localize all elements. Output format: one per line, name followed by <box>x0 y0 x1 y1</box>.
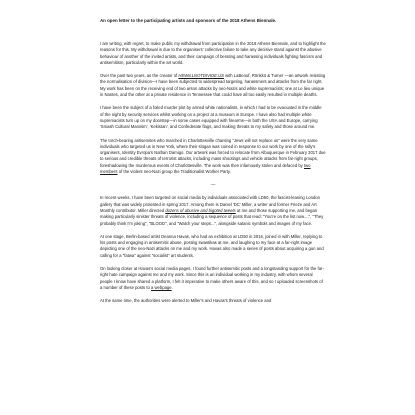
paragraph-text: On looking closer at Havas's social media pages, I found further antisemitic posts and a longstanding support for the far-right hate campaign against me and my work. Since this is an individual working in my industry, with whom several people I know have shared a platform, I felt it imperative to make others aware of this, and so I uploaded screenshots of a number of these posts to <box>100 266 324 290</box>
paragraph-havas: At one stage, Berlin-based artist Deanna Havas, who had an exhibition at LD50 in 2016, joined in with Miller, replying to his posts and engaging in antisemitic abuse, posting swastikas at me, and laughing to my face at a far-right image depicting one of the neo-Nazi attacks on me and my work. Havas also made a series of posts about acquiring a gun and calling for a "fatwa" against "socialist" art students. <box>100 233 324 258</box>
hewillnotdivide-link[interactable]: HEWILLNOTDIVIDE.US <box>178 73 224 79</box>
paragraph-murder-plot: I have been the subject of a foiled murder plot by armed white nationalists, in which I had to be evacuated in the middle of the night by security services whilst working on a project at a museum in Europe. I have also had multiple white supremacists turn up on my doorstep—in some cases equipped with firearms—in both the USA and Europe, carrying 'Smash Cultural Marxism', 'Kekistan', and Confederate flags, and making threats to my safety and those around me. <box>100 105 322 130</box>
two-members-link[interactable]: two members <box>100 162 311 175</box>
abusive-tweets-link[interactable]: dozens of abusive and bigoted tweets <box>165 207 236 213</box>
paragraph-authorities: At the same time, the authorities were alerted to Miller's and Havas's threats of violence and <box>100 298 272 304</box>
paragraph-charlottesville <box>100 138 326 176</box>
paragraph-text: with LaBeouf, Rönkkö & Turner —an artwork resisting the normalisation of division—I have been subjected to widespread targeting, harassment and attacks from the far right. My work has been on the receiving end of two arson attacks by neo-Nazis and white supremacists; one at Le lieu unique in Nantes, and the other at a private residence in Tennessee that could have all too easily resulted in multiple deaths. <box>100 73 326 98</box>
letter-title: An open letter to the participating artists and sponsors of the 2018 Athens Biennale. <box>100 18 277 23</box>
paragraph-text: The torch-bearing antisemites who marched in Charlottesville chanting "Jews will not replace us" were the very same individuals who targeted us in New York, where their slogan was coined in response to our work by one of the rally's organisers, Identity Evropa's Nathan Damigo. Our artwork was forced to relocate from Albuquerque in February 2017 due to serious and credible threats of terrorist attacks, including mass shootings and vehicle attacks from far-right groups, foreshadowing the murderous events of Charlottesville. The work was then infamously stolen and defaced by <box>100 137 326 168</box>
letter-body <box>100 18 326 312</box>
paragraph-text: In recent weeks, I have been targeted on social media by individuals associated with LD50, the fascist-leaning London gallery that was widely protested in spring 2017. Among them is Daniel 'DC' Miller, a writer and former Frieze and Art Monthly contributor. Miller directed <box>100 195 320 213</box>
paragraph-text: at me and those supporting me, and began making particularly sinister threats of violence, including a sequence of posts that read: "You're on the list now....", "They probably think I'm joking", "BLOOD", and "Watch your steps...", alongside satanic symbols and images of my face. <box>100 207 324 226</box>
section-divider: — <box>210 182 216 188</box>
paragraph-text: Over the past two years, as the creator of <box>100 73 179 79</box>
paragraph-hewillnotdivide <box>100 73 326 98</box>
paragraph-withdrawal: I am writing, with regret, to make public my withdrawal from participation in the 2018 Athens Biennale, and to highlight the reasons for this. My withdrawal is due to the organisers' collective failure to take any decisive stand against the abusive behaviour of another of the invited artists, and their campaign of berating and harassing individuals fighting fascism and antisemitism, particularly within the art world. <box>100 41 326 65</box>
webpage-link[interactable]: a webpage <box>151 284 172 290</box>
paragraph-ld50 <box>100 195 326 226</box>
paragraph-social-media <box>100 266 326 291</box>
paragraph-text: of the violent neo-Nazi group the Traditionalist Worker Party. <box>117 169 231 175</box>
paragraph-text: . <box>171 284 173 290</box>
